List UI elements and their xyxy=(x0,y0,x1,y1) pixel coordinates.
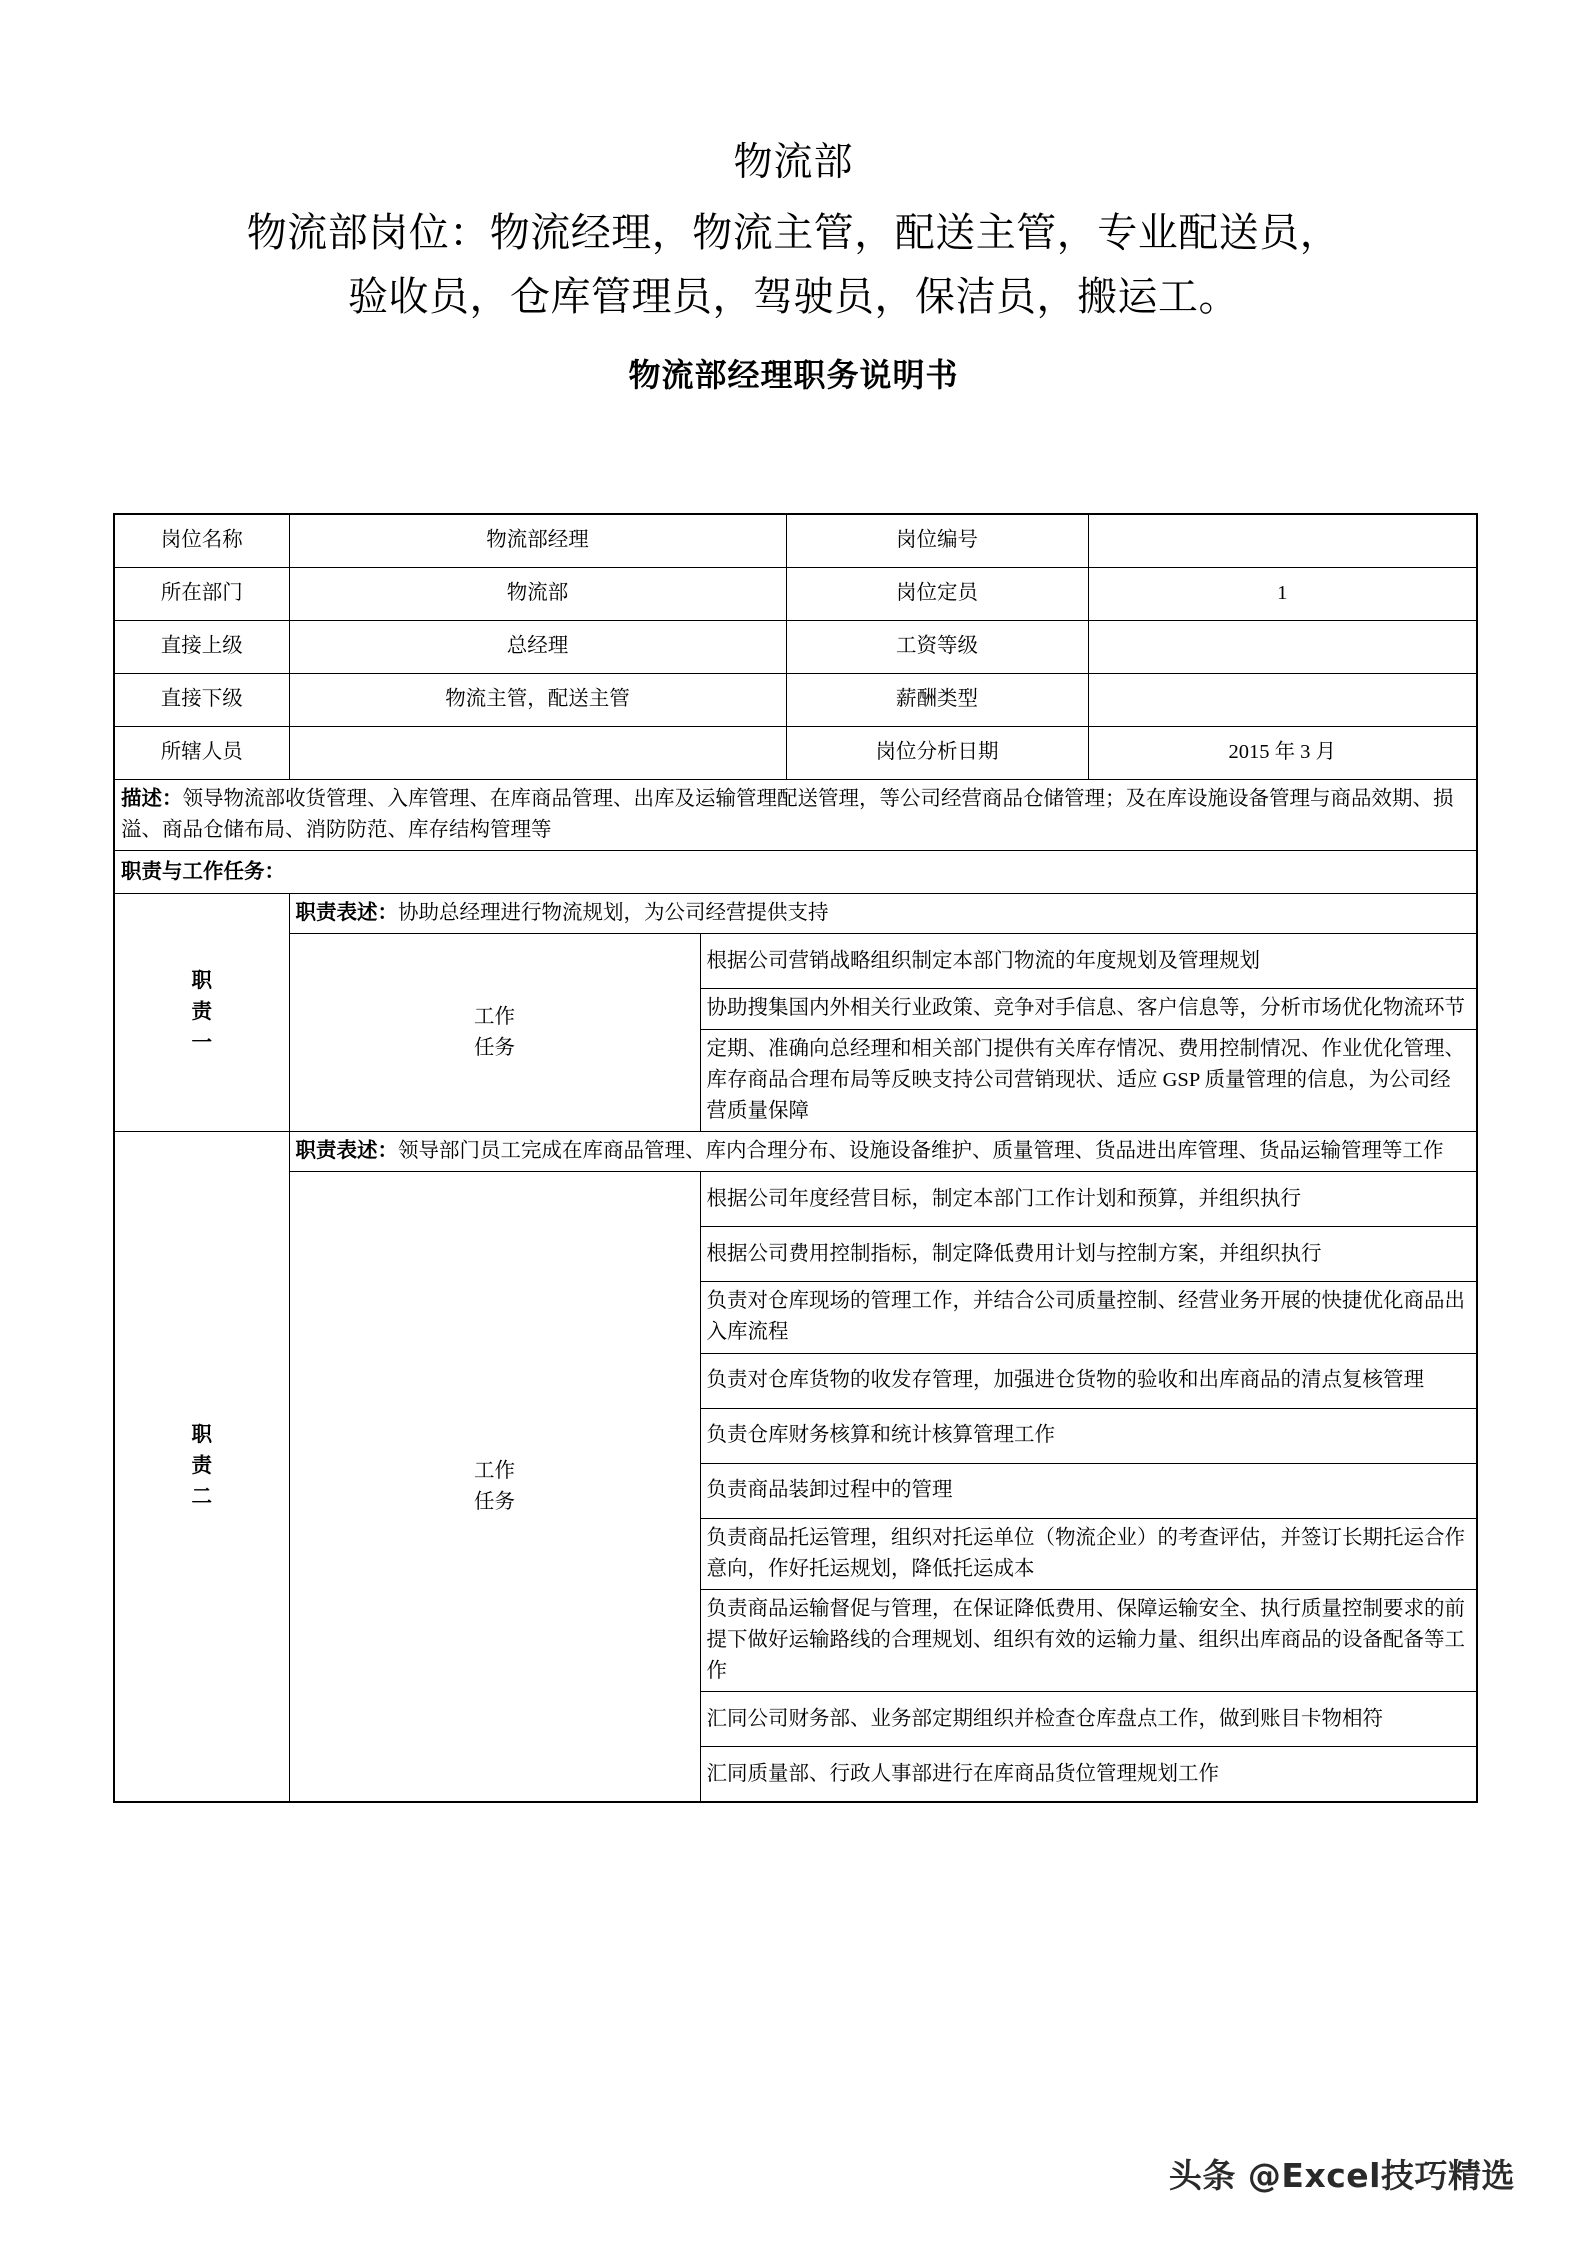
info-value-department: 物流部 xyxy=(289,568,786,621)
duty-one-label-text: 职责一 xyxy=(191,969,212,1055)
description-cell xyxy=(114,780,1477,851)
duty-two-label-text: 职责二 xyxy=(191,1423,212,1509)
info-value-salary-grade xyxy=(1088,621,1477,674)
page-title-department: 物流部 xyxy=(733,141,854,184)
info-label-position-code: 岗位编号 xyxy=(786,514,1088,568)
duty-one-statement-label: 职责表述： xyxy=(295,902,398,925)
duty-two-statement xyxy=(289,1132,1477,1172)
table-row xyxy=(114,727,1477,780)
duty-two-task-6: 负责商品装卸过程中的管理 xyxy=(700,1463,1477,1518)
duty-two-task-label xyxy=(289,1172,700,1803)
duty-one-statement-text: 协助总经理进行物流规划，为公司经营提供支持 xyxy=(398,902,829,925)
section-header-duties: 职责与工作任务： xyxy=(114,851,1477,894)
info-label-direct-supervisor: 直接上级 xyxy=(114,621,289,674)
info-value-direct-reports: 物流主管，配送主管 xyxy=(289,674,786,727)
description-label: 描述： xyxy=(121,788,183,810)
info-label-salary-grade: 工资等级 xyxy=(786,621,1088,674)
info-label-department: 所在部门 xyxy=(114,568,289,621)
duty-two-task-10: 汇同质量部、行政人事部进行在库商品货位管理规划工作 xyxy=(700,1747,1477,1803)
info-value-position-name: 物流部经理 xyxy=(289,514,786,568)
info-value-direct-supervisor: 总经理 xyxy=(289,621,786,674)
table-row xyxy=(114,934,1477,989)
table-row xyxy=(114,1132,1477,1172)
table-row xyxy=(114,894,1477,934)
duty-two-task-1: 根据公司年度经营目标，制定本部门工作计划和预算，并组织执行 xyxy=(700,1172,1477,1227)
positions-line-1: 物流部岗位：物流经理，物流主管，配送主管，专业配送员， xyxy=(246,209,1341,255)
info-label-headcount: 岗位定员 xyxy=(786,568,1088,621)
duty-two-statement-text: 领导部门员工完成在库商品管理、库内合理分布、设施设备维护、质量管理、货品进出库管理、货品运输管理等工作 xyxy=(398,1140,1444,1163)
table-row xyxy=(114,851,1477,894)
table-row xyxy=(114,621,1477,674)
document-title: 物流部经理职务说明书 xyxy=(628,356,959,393)
description-text: 领导物流部收货管理、入库管理、在库商品管理、出库及运输管理配送管理，等公司经营商品仓储管理；及在库设施设备管理与商品效期、损溢、商品仓储布局、消防防范、库存结构管理等 xyxy=(121,788,1454,842)
info-label-analysis-date: 岗位分析日期 xyxy=(786,727,1088,780)
info-label-staff-managed: 所辖人员 xyxy=(114,727,289,780)
info-value-analysis-date: 2015 年 3 月 xyxy=(1088,727,1477,780)
duty-two-task-9: 汇同公司财务部、业务部定期组织并检查仓库盘点工作，做到账目卡物相符 xyxy=(700,1692,1477,1747)
duty-two-task-7: 负责商品托运管理，组织对托运单位（物流企业）的考查评估，并签订长期托运合作意向，作好托运规划，降低托运成本 xyxy=(700,1518,1477,1589)
duty-two-task-3: 负责对仓库现场的管理工作，并结合公司质量控制、经营业务开展的快捷优化商品出入库流程 xyxy=(700,1282,1477,1353)
job-description-table xyxy=(113,513,1478,1803)
duty-one-task-2: 协助搜集国内外相关行业政策、竞争对手信息、客户信息等，分析市场优化物流环节 xyxy=(700,989,1477,1029)
duty-one-task-1: 根据公司营销战略组织制定本部门物流的年度规划及管理规划 xyxy=(700,934,1477,989)
job-description-table-wrapper xyxy=(113,513,1476,1803)
duty-two-vertical-label xyxy=(114,1132,289,1803)
duty-one-task-label-text: 工作任务 xyxy=(474,1005,515,1059)
duty-one-task-label xyxy=(289,934,700,1132)
duty-two-statement-label: 职责表述： xyxy=(295,1140,398,1163)
table-row xyxy=(114,568,1477,621)
info-value-compensation-type xyxy=(1088,674,1477,727)
positions-line-2: 验收员，仓库管理员，驾驶员，保洁员，搬运工。 xyxy=(348,273,1239,319)
duty-two-task-8: 负责商品运输督促与管理，在保证降低费用、保障运输安全、执行质量控制要求的前提下做好运输路线的合理规划、组织有效的运输力量、组织出库商品的设备配备等工作 xyxy=(700,1589,1477,1691)
info-label-compensation-type: 薪酬类型 xyxy=(786,674,1088,727)
duty-two-task-label-text: 工作任务 xyxy=(474,1459,515,1513)
duty-two-task-4: 负责对仓库货物的收发存管理，加强进仓货物的验收和出库商品的清点复核管理 xyxy=(700,1353,1477,1408)
duty-two-task-2: 根据公司费用控制指标，制定降低费用计划与控制方案，并组织执行 xyxy=(700,1227,1477,1282)
duty-two-task-5: 负责仓库财务核算和统计核算管理工作 xyxy=(700,1408,1477,1463)
table-row xyxy=(114,674,1477,727)
info-value-headcount: 1 xyxy=(1088,568,1477,621)
info-value-position-code xyxy=(1088,514,1477,568)
info-value-staff-managed xyxy=(289,727,786,780)
duty-one-task-3: 定期、准确向总经理和相关部门提供有关库存情况、费用控制情况、作业优化管理、库存商品合理布局等反映支持公司营销现状、适应 GSP 质量管理的信息，为公司经营质量保障 xyxy=(700,1029,1477,1131)
info-label-position-name: 岗位名称 xyxy=(114,514,289,568)
table-row xyxy=(114,1172,1477,1227)
table-row xyxy=(114,780,1477,851)
duty-one-statement xyxy=(289,894,1477,934)
table-row xyxy=(114,514,1477,568)
info-label-direct-reports: 直接下级 xyxy=(114,674,289,727)
duty-one-vertical-label xyxy=(114,894,289,1132)
watermark: 头条 @Excel技巧精选 xyxy=(1168,2156,1515,2195)
